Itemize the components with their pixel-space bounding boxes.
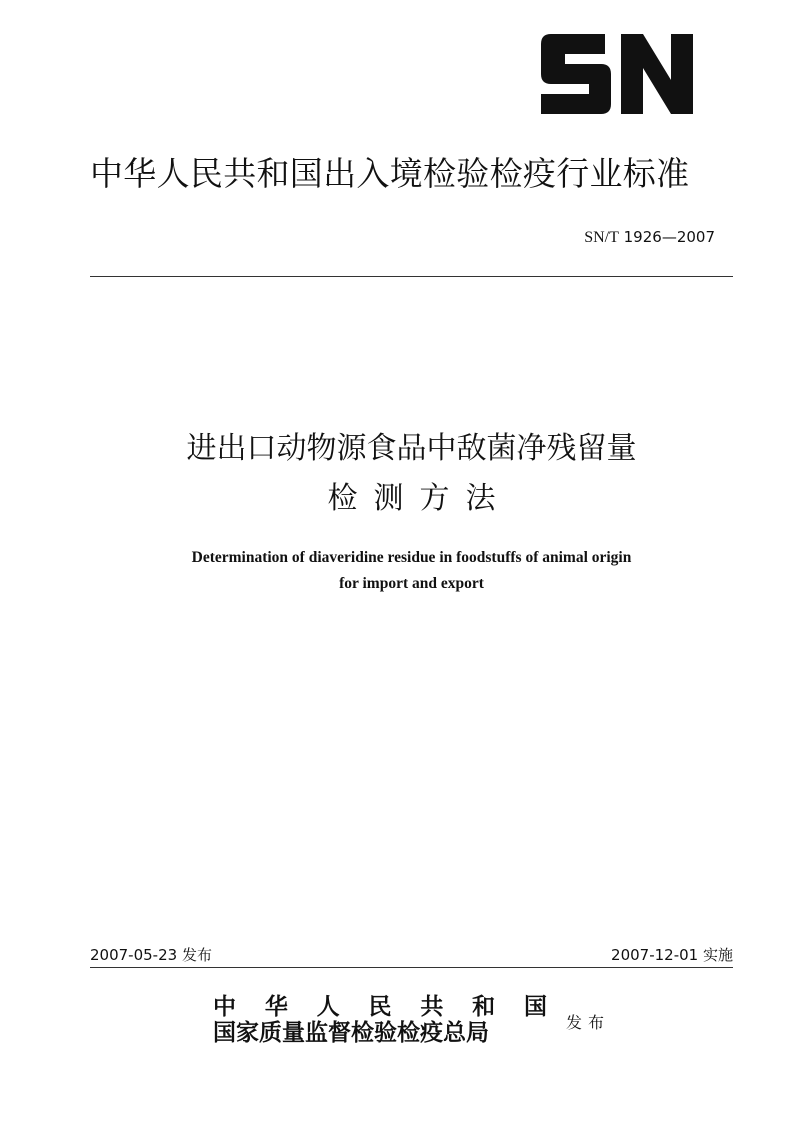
sn-logo-graphic [539,30,695,114]
issue-date: 2007-05-23 发布 [90,946,212,964]
footer-divider [90,967,733,968]
issuer-country-char: 人 [316,993,340,1020]
issuer-country-char: 和 [472,993,496,1020]
standard-code-prefix: SN/T [584,229,619,246]
implementation-date: 2007-12-01 实施 [611,946,733,964]
issuer-country [213,994,547,1020]
publish-label: 发布 [566,1013,611,1032]
issuer-country-char: 中 [213,993,236,1020]
issuer-country-char: 民 [368,993,392,1020]
standard-category: 中华人民共和国出入境检验检疫行业标准 [90,154,690,193]
title-cn-line1: 进出口动物源食品中敌菌净残留量 [186,431,637,466]
issuer-agency: 国家质量监督检验检疫总局 [213,1019,489,1046]
issuer-country-char: 共 [420,993,444,1020]
header-divider [90,276,733,277]
title-en-line2: for import and export [339,575,484,592]
issuer-country-char: 华 [264,993,288,1020]
standard-code-number: 1926—2007 [623,228,715,246]
standard-code [584,228,715,247]
title-en-line1: Determination of diaveridine residue in foodstuffs of animal origin [191,549,632,566]
issuer-country-char: 国 [523,993,547,1020]
title-cn-line2: 检测方法 [327,481,512,516]
sn-logo [539,30,695,114]
